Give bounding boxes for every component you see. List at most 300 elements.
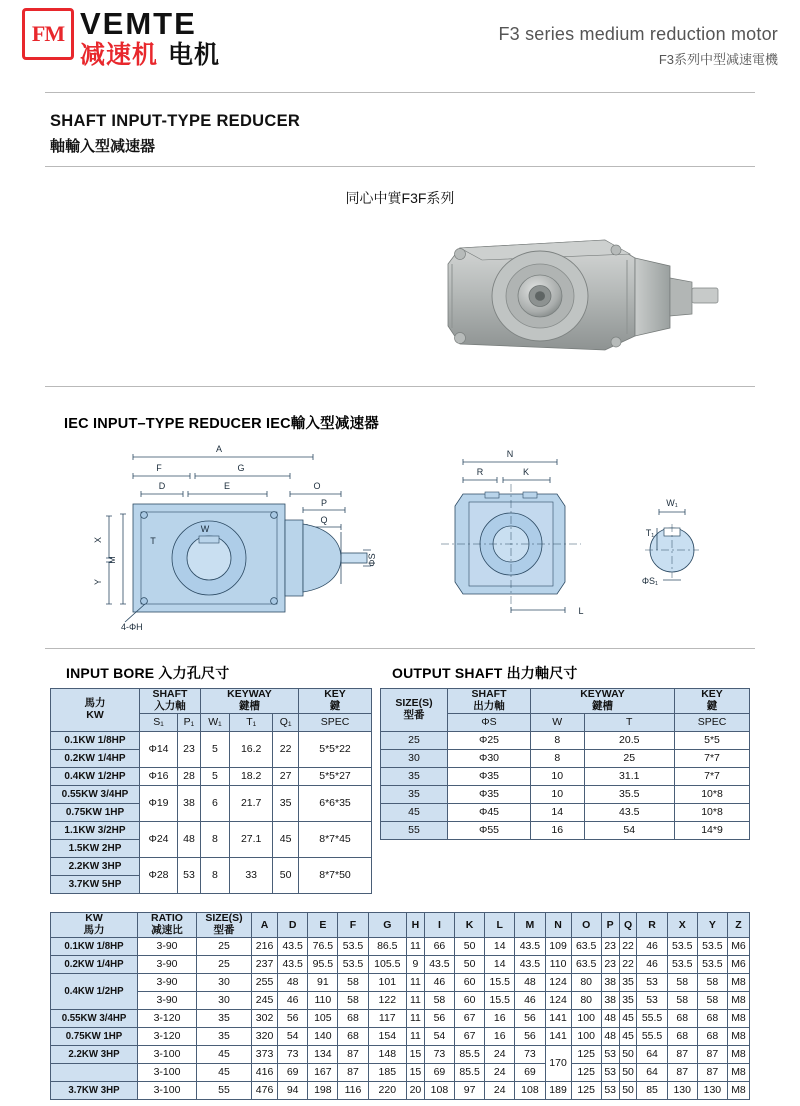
svg-text:P: P: [320, 498, 328, 508]
cell-spec: 8*7*45: [299, 821, 372, 857]
cell-w: 6: [200, 785, 229, 821]
cell-size: 45: [197, 1045, 252, 1063]
cell-h: 20: [406, 1081, 424, 1099]
cell-kw: 3.7KW 3HP: [51, 1081, 138, 1099]
cell-i: 56: [424, 1009, 454, 1027]
cell-g: 185: [368, 1063, 406, 1081]
cell-k: 97: [455, 1081, 485, 1099]
cell-s: Φ24: [140, 821, 178, 857]
cell-p: 28: [178, 767, 201, 785]
th-keyway: [531, 689, 675, 714]
cell-d: 94: [278, 1081, 308, 1099]
table-row: [51, 955, 750, 973]
table-row: [51, 1081, 750, 1099]
th-w1: W₁: [200, 713, 229, 731]
cell-ratio: 3-120: [138, 1027, 197, 1045]
cell-f: 58: [338, 973, 368, 991]
cell-t: 35.5: [584, 785, 674, 803]
cell-o: 125: [571, 1063, 601, 1081]
table-row: [51, 937, 750, 955]
cell-g: 122: [368, 991, 406, 1009]
cell-m: 43.5: [515, 937, 545, 955]
th-size: [381, 689, 448, 732]
th-spec: SPEC: [299, 713, 372, 731]
cell-z: M8: [727, 1045, 749, 1063]
shaft-input-title-cn: 軸輸入型减速器: [50, 138, 156, 155]
svg-text:ΦS₁: ΦS₁: [641, 576, 659, 586]
cell-q: 35: [619, 973, 637, 991]
table-row: [381, 767, 750, 785]
cell-x: 53.5: [667, 937, 697, 955]
table-row: [51, 731, 372, 749]
th-t: T: [584, 713, 674, 731]
th-size-cn: 型番: [213, 923, 235, 936]
page-header: [0, 0, 800, 88]
cell-x: 130: [667, 1081, 697, 1099]
series-label: 同心中實F3F系列: [345, 190, 455, 206]
cell-m: 48: [515, 973, 545, 991]
cell-r: 55.5: [637, 1009, 667, 1027]
table-row: [381, 821, 750, 839]
cell-i: 43.5: [424, 955, 454, 973]
shaft-input-title-en: SHAFT INPUT-TYPE REDUCER: [50, 112, 301, 130]
cell-t: 16.2: [230, 731, 273, 767]
th-ratio: [138, 913, 197, 938]
cell-k: 67: [455, 1009, 485, 1027]
th-e: E: [308, 913, 338, 938]
cell-d: 56: [278, 1009, 308, 1027]
cell-o: 63.5: [571, 955, 601, 973]
th-q: Q: [619, 913, 637, 938]
th-shaft-cn: 入力軸: [154, 699, 186, 712]
cell-t: 21.7: [230, 785, 273, 821]
cell-a: 476: [252, 1081, 278, 1099]
cell-q: 22: [619, 937, 637, 955]
cell-f: 58: [338, 991, 368, 1009]
cell-a: 255: [252, 973, 278, 991]
cell-x: 87: [667, 1063, 697, 1081]
th-shaft-cn: 出力軸: [473, 699, 505, 712]
th-w: W: [531, 713, 585, 731]
th-keyway: [200, 689, 298, 714]
output-shaft-caption: OUTPUT SHAFT 出力軸尺寸: [392, 665, 578, 681]
cell-w: 8: [200, 821, 229, 857]
cell-kw: 0.4KW 1/2HP: [51, 973, 138, 1009]
th-kw-en: KW: [85, 912, 103, 924]
cell-kw: 3.7KW 5HP: [51, 875, 140, 893]
cell-phis: Φ35: [448, 767, 531, 785]
cell-k: 60: [455, 973, 485, 991]
cell-f: 68: [338, 1009, 368, 1027]
logo-cn-black: 电机: [168, 41, 221, 69]
cell-size: 35: [381, 785, 448, 803]
header-title-en: F3 series medium reduction motor: [498, 24, 778, 44]
cell-p: 53: [601, 1081, 619, 1099]
cell-size: 25: [197, 937, 252, 955]
cell-y: 68: [697, 1009, 727, 1027]
table-row: [51, 785, 372, 803]
svg-text:Y: Y: [93, 578, 103, 586]
drawing-front-view: [441, 449, 584, 616]
table-row: [51, 821, 372, 839]
cell-z: M8: [727, 973, 749, 991]
th-q1: Q₁: [273, 713, 299, 731]
cell-q: 50: [619, 1063, 637, 1081]
cell-p: 48: [178, 821, 201, 857]
cell-size: 45: [381, 803, 448, 821]
cell-n: 124: [545, 991, 571, 1009]
th-d: D: [278, 913, 308, 938]
cell-a: 237: [252, 955, 278, 973]
cell-q: 35: [619, 991, 637, 1009]
divider-top: [45, 92, 755, 93]
cell-g: 86.5: [368, 937, 406, 955]
cell-f: 68: [338, 1027, 368, 1045]
cell-h: 15: [406, 1045, 424, 1063]
cell-d: 48: [278, 973, 308, 991]
cell-x: 58: [667, 991, 697, 1009]
th-size-en: SIZE(S): [395, 697, 433, 709]
cell-e: 110: [308, 991, 338, 1009]
header-title-block: [498, 24, 778, 68]
cell-o: 63.5: [571, 937, 601, 955]
cell-ratio: 3-90: [138, 973, 197, 991]
cell-x: 68: [667, 1009, 697, 1027]
cell-l: 24: [485, 1063, 515, 1081]
svg-text:N: N: [506, 449, 514, 459]
cell-r: 53: [637, 991, 667, 1009]
table-row: [381, 731, 750, 749]
cell-kw: 0.75KW 1HP: [51, 1027, 138, 1045]
cell-g: 154: [368, 1027, 406, 1045]
cell-p: 23: [601, 955, 619, 973]
cell-z: M8: [727, 1027, 749, 1045]
svg-text:W₁: W₁: [666, 498, 678, 508]
table-row: [51, 1063, 750, 1081]
cell-size: 55: [197, 1081, 252, 1099]
cell-l: 15.5: [485, 991, 515, 1009]
cell-p: 48: [601, 1009, 619, 1027]
cell-kw: 2.2KW 3HP: [51, 857, 140, 875]
cell-p: 53: [601, 1045, 619, 1063]
th-k: K: [455, 913, 485, 938]
cell-z: M6: [727, 955, 749, 973]
shaft-input-section-title: [50, 112, 300, 156]
th-keyway-en: KEYWAY: [227, 688, 272, 700]
cell-m: 73: [515, 1045, 545, 1063]
cell-i: 46: [424, 973, 454, 991]
header-title-cn: F3系列中型减速電機: [658, 52, 778, 67]
cell-kw: 0.1KW 1/8HP: [51, 937, 138, 955]
cell-r: 64: [637, 1045, 667, 1063]
svg-text:R: R: [476, 467, 484, 477]
cell-ratio: 3-100: [138, 1063, 197, 1081]
cell-ratio: 3-90: [138, 937, 197, 955]
th-kw: [51, 913, 138, 938]
cell-q: 45: [273, 821, 299, 857]
cell-o: 80: [571, 991, 601, 1009]
cell-size: 55: [381, 821, 448, 839]
cell-o: 100: [571, 1027, 601, 1045]
cell-i: 73: [424, 1045, 454, 1063]
cell-e: 91: [308, 973, 338, 991]
cell-r: 46: [637, 955, 667, 973]
divider-sec3: [45, 648, 755, 649]
cell-t: 25: [584, 749, 674, 767]
cell-l: 16: [485, 1009, 515, 1027]
th-size: [197, 913, 252, 938]
table-row: [381, 749, 750, 767]
th-r: R: [637, 913, 667, 938]
th-kw-cn: 馬力: [83, 923, 105, 936]
table-header-row: [51, 913, 750, 938]
cell-i: 58: [424, 991, 454, 1009]
cell-w: 8: [200, 857, 229, 893]
cell-o: 100: [571, 1009, 601, 1027]
th-key-en: KEY: [701, 688, 723, 700]
cell-z: M8: [727, 991, 749, 1009]
th-kw-en: KW: [86, 708, 104, 721]
th-shaft-en: SHAFT: [152, 688, 188, 700]
cell-l: 24: [485, 1081, 515, 1099]
svg-text:W: W: [200, 524, 210, 534]
th-key: [675, 689, 750, 714]
cell-n: 124: [545, 973, 571, 991]
cell-t: 54: [584, 821, 674, 839]
th-h: H: [406, 913, 424, 938]
brand-logo: [22, 8, 220, 68]
th-keyway-cn: 鍵槽: [238, 699, 260, 712]
cell-x: 68: [667, 1027, 697, 1045]
svg-text:Q: Q: [320, 515, 328, 525]
svg-text:M: M: [107, 556, 117, 564]
cell-o: 80: [571, 973, 601, 991]
cell-g: 220: [368, 1081, 406, 1099]
svg-text:D: D: [158, 481, 166, 491]
cell-spec: 5*5*27: [299, 767, 372, 785]
th-key-cn: 鍵: [329, 699, 341, 712]
cell-kw: 0.75KW 1HP: [51, 803, 140, 821]
cell-spec: 10*8: [675, 803, 750, 821]
table-row: [51, 973, 750, 991]
cell-h: 11: [406, 1027, 424, 1045]
cell-kw: 1.1KW 3/2HP: [51, 821, 140, 839]
cell-ratio: 3-100: [138, 1081, 197, 1099]
cell-n: 170: [545, 1045, 571, 1081]
cell-z: M8: [727, 1009, 749, 1027]
th-t1: T₁: [230, 713, 273, 731]
th-i: I: [424, 913, 454, 938]
cell-spec: 6*6*35: [299, 785, 372, 821]
th-kw-cn: 馬力: [84, 697, 106, 709]
table-row: [381, 803, 750, 821]
cell-size: 35: [197, 1027, 252, 1045]
cell-n: 110: [545, 955, 571, 973]
cell-size: 30: [197, 991, 252, 1009]
th-n: N: [545, 913, 571, 938]
logo-text-block: [80, 8, 220, 68]
cell-l: 14: [485, 937, 515, 955]
svg-text:G: G: [237, 463, 245, 473]
cell-t: 27.1: [230, 821, 273, 857]
cell-z: M6: [727, 937, 749, 955]
cell-a: 302: [252, 1009, 278, 1027]
cell-spec: 5*5*22: [299, 731, 372, 767]
cell-g: 117: [368, 1009, 406, 1027]
th-ratio-cn: 减速比: [151, 923, 183, 936]
table-row: [51, 991, 750, 1009]
cell-a: 216: [252, 937, 278, 955]
cell-w: 5: [200, 767, 229, 785]
table-row: [51, 767, 372, 785]
cell-k: 50: [455, 937, 485, 955]
cell-h: 11: [406, 973, 424, 991]
th-size-cn: 型番: [403, 708, 425, 721]
logo-cn-text: [80, 43, 220, 68]
divider-sec2: [45, 386, 755, 387]
cell-q: 50: [619, 1045, 637, 1063]
cell-kw: 0.55KW 3/4HP: [51, 1009, 138, 1027]
th-y: Y: [697, 913, 727, 938]
cell-h: 11: [406, 1009, 424, 1027]
cell-m: 56: [515, 1009, 545, 1027]
th-keyway-en: KEYWAY: [580, 688, 625, 700]
cell-ratio: 3-100: [138, 1045, 197, 1063]
th-p1: P₁: [178, 713, 201, 731]
cell-y: 53.5: [697, 955, 727, 973]
cell-z: M8: [727, 1063, 749, 1081]
cell-s: Φ14: [140, 731, 178, 767]
cell-kw: 2.2KW 3HP: [51, 1045, 138, 1063]
cell-kw: 0.55KW 3/4HP: [51, 785, 140, 803]
cell-d: 46: [278, 991, 308, 1009]
th-g: G: [368, 913, 406, 938]
cell-s: Φ19: [140, 785, 178, 821]
cell-p: 23: [601, 937, 619, 955]
cell-t: 31.1: [584, 767, 674, 785]
cell-spec: 5*5: [675, 731, 750, 749]
cell-phis: Φ30: [448, 749, 531, 767]
cell-spec: 8*7*50: [299, 857, 372, 893]
svg-text:A: A: [215, 444, 223, 454]
th-key-cn: 鍵: [706, 699, 718, 712]
cell-w: 5: [200, 731, 229, 767]
cell-l: 24: [485, 1045, 515, 1063]
cell-z: M8: [727, 1081, 749, 1099]
cell-kw: 0.2KW 1/4HP: [51, 749, 140, 767]
cell-k: 50: [455, 955, 485, 973]
cell-spec: 14*9: [675, 821, 750, 839]
cell-o: 125: [571, 1045, 601, 1063]
cell-ratio: 3-90: [138, 955, 197, 973]
th-s1: S₁: [140, 713, 178, 731]
cell-r: 55.5: [637, 1027, 667, 1045]
drawing-side-view: [93, 444, 377, 632]
input-bore-caption: INPUT BORE 入力孔尺寸: [66, 665, 230, 681]
cell-kw: [51, 1063, 138, 1081]
cell-w: 10: [531, 767, 585, 785]
cell-x: 87: [667, 1045, 697, 1063]
cell-d: 54: [278, 1027, 308, 1045]
table-row: [381, 785, 750, 803]
cell-w: 10: [531, 785, 585, 803]
th-m: M: [515, 913, 545, 938]
cell-p: 53: [178, 857, 201, 893]
cell-phis: Φ25: [448, 731, 531, 749]
cell-a: 416: [252, 1063, 278, 1081]
cell-t: 20.5: [584, 731, 674, 749]
cell-q: 22: [273, 731, 299, 767]
table-row: [51, 1027, 750, 1045]
th-f: F: [338, 913, 368, 938]
svg-text:T₁: T₁: [645, 528, 655, 538]
th-keyway-cn: 鍵槽: [592, 699, 613, 712]
svg-text:4-ΦH: 4-ΦH: [121, 622, 143, 632]
cell-size: 25: [197, 955, 252, 973]
svg-text:L: L: [578, 606, 584, 616]
cell-f: 87: [338, 1063, 368, 1081]
cell-r: 64: [637, 1063, 667, 1081]
cell-spec: 7*7: [675, 749, 750, 767]
th-phis: ΦS: [448, 713, 531, 731]
th-shaft-en: SHAFT: [471, 688, 507, 700]
cell-q: 50: [273, 857, 299, 893]
svg-text:ΦS: ΦS: [367, 553, 377, 567]
cell-x: 53.5: [667, 955, 697, 973]
cell-i: 69: [424, 1063, 454, 1081]
cell-s: Φ16: [140, 767, 178, 785]
svg-text:O: O: [313, 481, 321, 491]
cell-g: 101: [368, 973, 406, 991]
cell-kw: 0.1KW 1/8HP: [51, 731, 140, 749]
cell-q: 50: [619, 1081, 637, 1099]
cell-p: 23: [178, 731, 201, 767]
cell-w: 8: [531, 731, 585, 749]
cell-m: 56: [515, 1027, 545, 1045]
cell-k: 85.5: [455, 1045, 485, 1063]
cell-w: 16: [531, 821, 585, 839]
logo-mark-text: FM: [31, 21, 65, 46]
table-header-row: [381, 689, 750, 714]
cell-p: 38: [601, 991, 619, 1009]
divider-mid: [45, 166, 755, 167]
cell-l: 15.5: [485, 973, 515, 991]
cell-t: 33: [230, 857, 273, 893]
cell-d: 73: [278, 1045, 308, 1063]
cell-size: 25: [381, 731, 448, 749]
cell-a: 373: [252, 1045, 278, 1063]
cell-t: 43.5: [584, 803, 674, 821]
cell-i: 54: [424, 1027, 454, 1045]
cell-m: 43.5: [515, 955, 545, 973]
cell-i: 108: [424, 1081, 454, 1099]
cell-t: 18.2: [230, 767, 273, 785]
cell-y: 58: [697, 991, 727, 1009]
th-o: O: [571, 913, 601, 938]
cell-d: 69: [278, 1063, 308, 1081]
technical-drawings: [45, 432, 755, 632]
cell-a: 320: [252, 1027, 278, 1045]
cell-h: 11: [406, 937, 424, 955]
cell-kw: 1.5KW 2HP: [51, 839, 140, 857]
cell-q: 35: [273, 785, 299, 821]
cell-w: 8: [531, 749, 585, 767]
cell-g: 148: [368, 1045, 406, 1063]
cell-q: 45: [619, 1009, 637, 1027]
cell-e: 140: [308, 1027, 338, 1045]
iec-section-title: IEC INPUT–TYPE REDUCER IEC輸入型减速器: [64, 416, 379, 432]
svg-text:X: X: [93, 536, 103, 544]
